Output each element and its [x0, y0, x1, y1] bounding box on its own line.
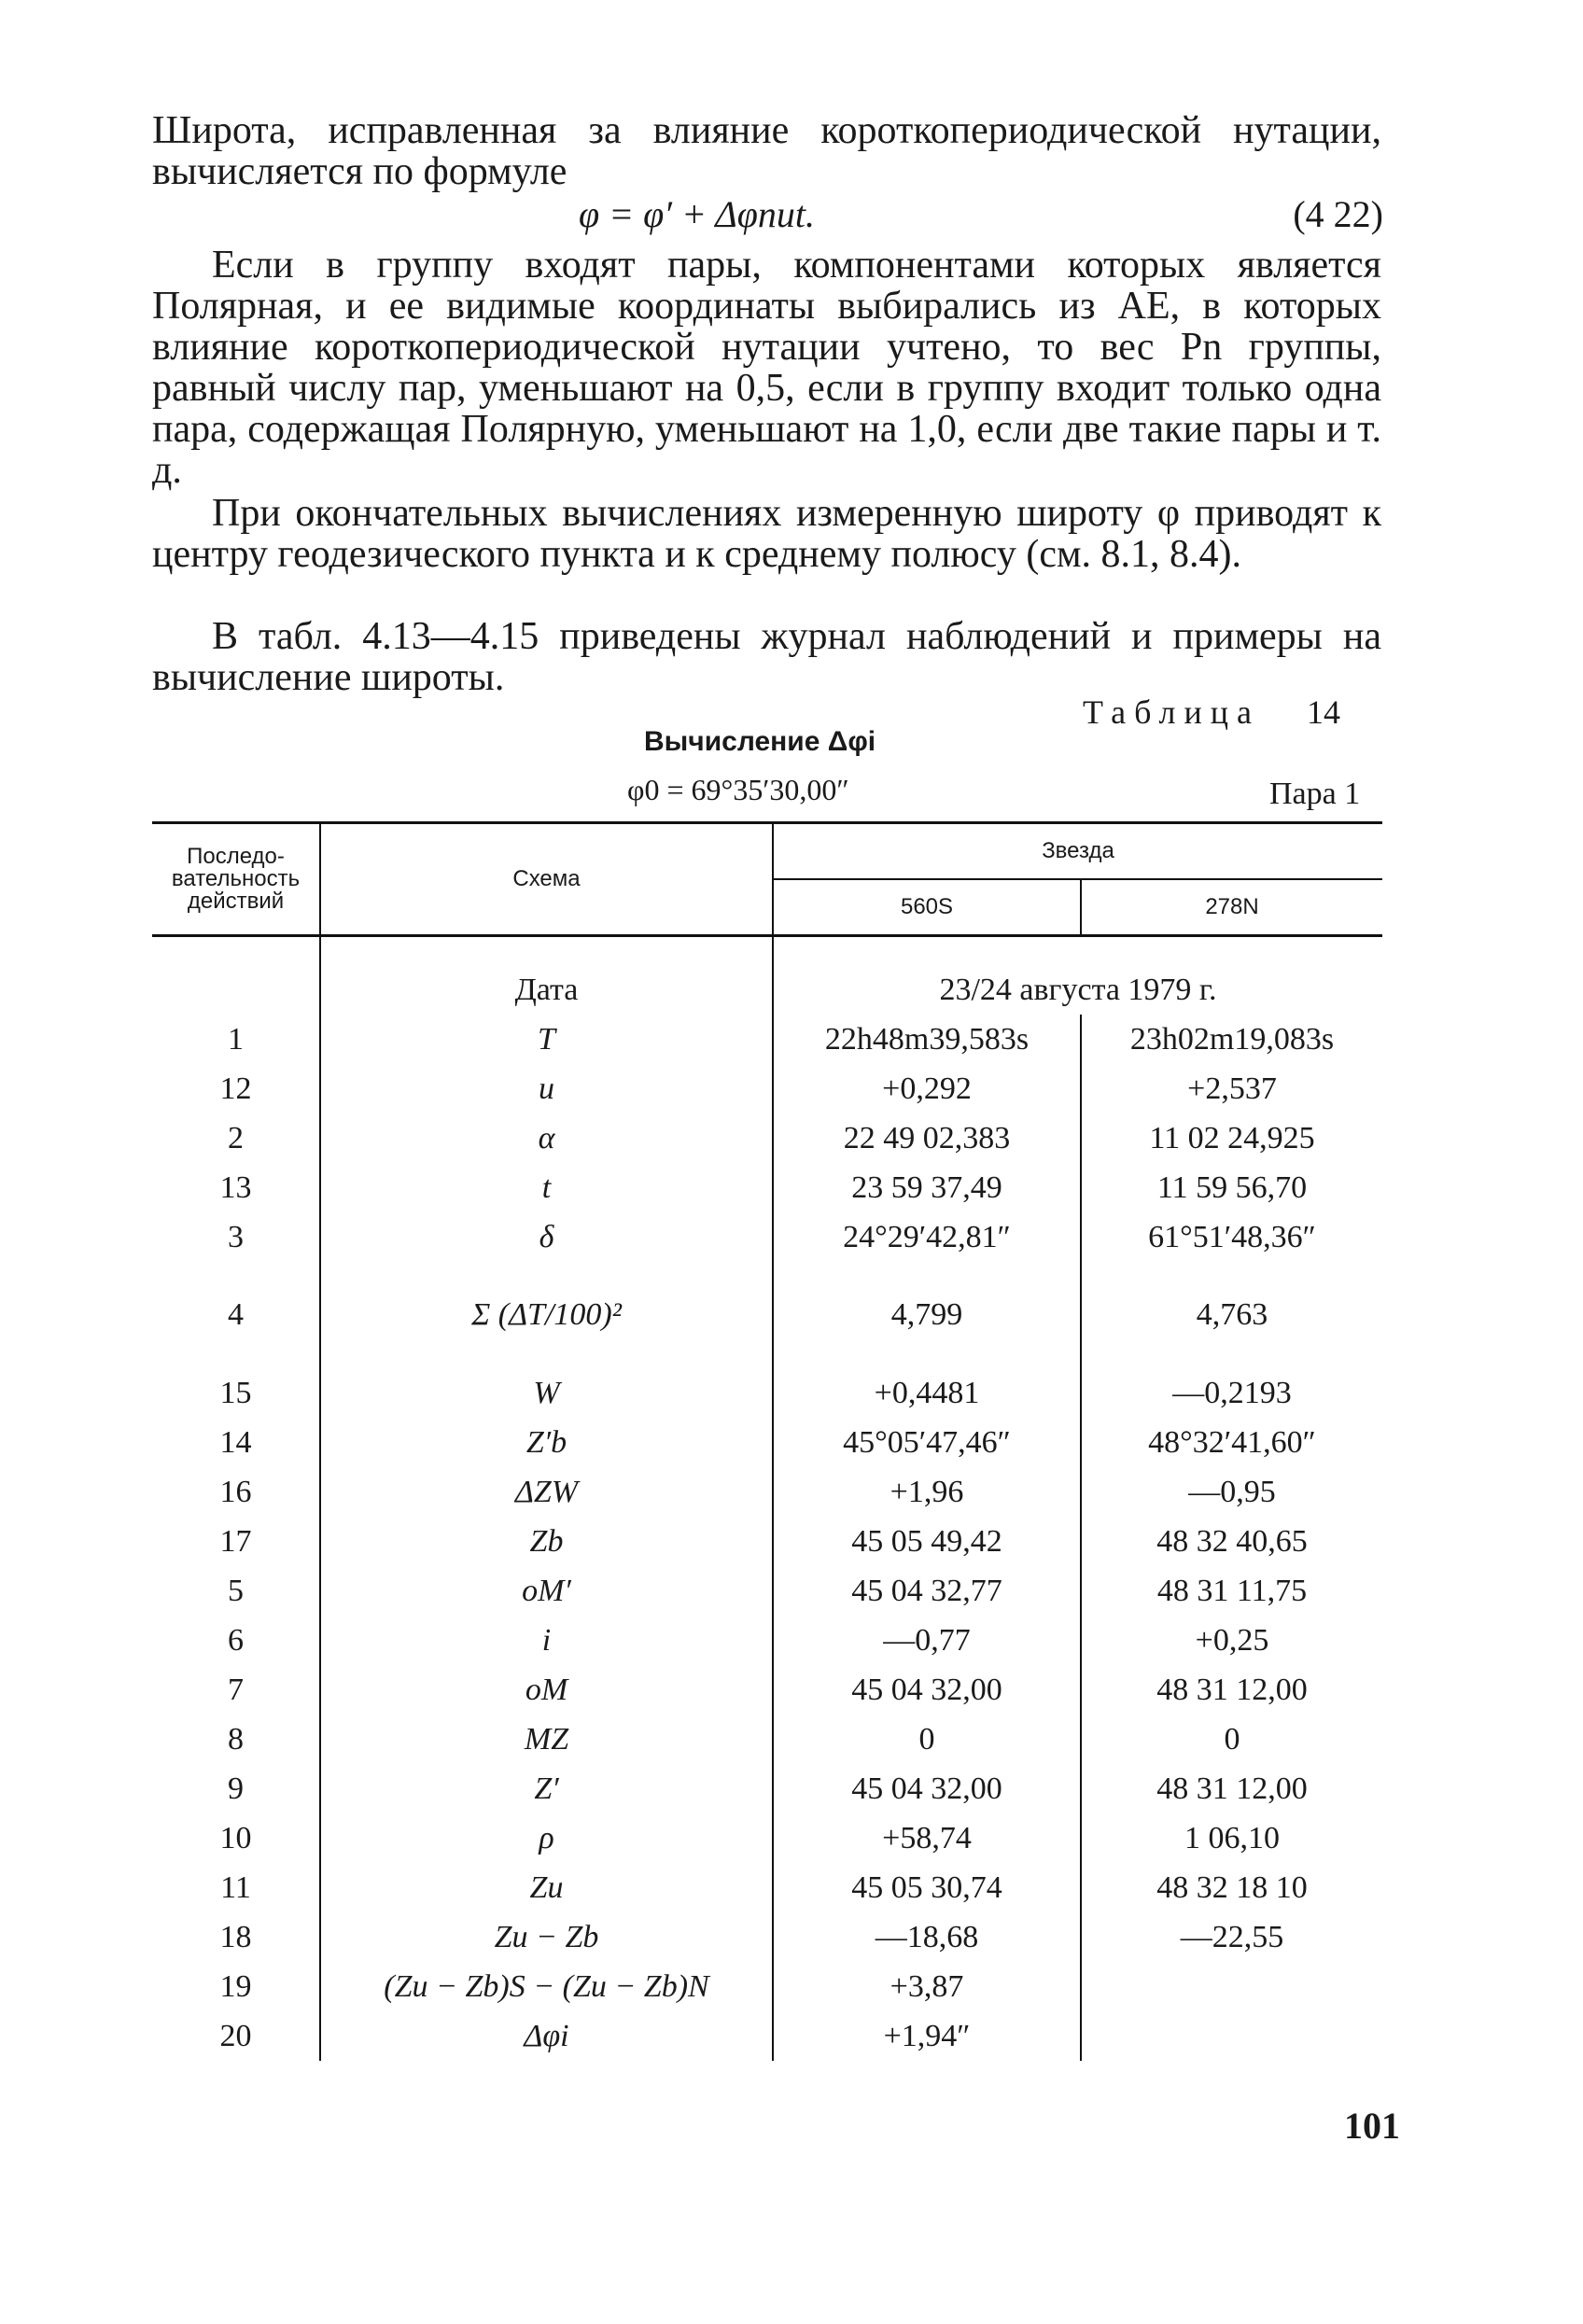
paragraph-tables-reference: В табл. 4.13—4.15 приведены журнал наблюдений и примеры на вычисление широты.: [152, 615, 1381, 699]
date-row: [152, 965, 1382, 1015]
table-row: [152, 1262, 1382, 1368]
formula: φ = φ′ + Δφnut.: [579, 193, 815, 235]
scheme-symbol: ρ: [320, 1813, 773, 1863]
star1-value: +58,74: [773, 1813, 1081, 1863]
step-number: 11: [152, 1863, 320, 1912]
step-number: 18: [152, 1912, 320, 1962]
table-row: [152, 1566, 1382, 1616]
star2-value: 48 31 12,00: [1156, 1672, 1308, 1707]
star2-value: +0,25: [1195, 1622, 1269, 1658]
star2-value: 48°32′41,60″: [1148, 1424, 1316, 1460]
table-row: [152, 1163, 1382, 1212]
date-value: 23/24 августа 1979 г.: [939, 972, 1217, 1007]
scheme-symbol: ΔZW: [320, 1467, 773, 1517]
step-number: 3: [152, 1212, 320, 1262]
star1-value: 0: [773, 1715, 1081, 1764]
star2-value: 23h02m19,083s: [1129, 1021, 1335, 1057]
star1-value: +1,94″: [773, 2011, 1081, 2061]
star1-value: 23 59 37,49: [773, 1163, 1081, 1212]
step-number: 17: [152, 1517, 320, 1566]
step-number: 6: [152, 1616, 320, 1665]
scheme-symbol: W: [320, 1368, 773, 1418]
table-title: Вычисление Δφi: [644, 726, 876, 757]
scheme-symbol: oM′: [320, 1566, 773, 1616]
table-number: 14: [1307, 693, 1340, 731]
star2-value: 4,763: [1196, 1297, 1268, 1332]
table-label: Таблица: [1083, 693, 1260, 731]
step-number: 10: [152, 1813, 320, 1863]
scheme-symbol: i: [320, 1616, 773, 1665]
star2-value: —22,55: [1180, 1919, 1284, 1954]
star1-value: +3,87: [773, 1962, 1081, 2011]
paragraph-polaris: Если в группу входят пары, компонентами которых является Полярная, и ее видимые координаты выбирались из АЕ, в которых влияние короткопериодической нутации учтено, то вес Pn группы, равный числу пар, уменьшают на 0,5, если в группу входит только одна пара, содержащая Полярную, уменьшают на 1,0, если две такие пары и т. д.: [152, 244, 1381, 492]
table-row: [152, 1715, 1382, 1764]
step-number: 19: [152, 1962, 320, 2011]
table-row: [152, 1467, 1382, 1517]
star1-value: 45 04 32,00: [773, 1764, 1081, 1813]
star1-value: 22 49 02,383: [773, 1113, 1081, 1163]
star1-value: +0,4481: [773, 1368, 1081, 1418]
star1-value: 24°29′42,81″: [773, 1212, 1081, 1262]
table-row: [152, 1113, 1382, 1163]
table-row: [152, 1616, 1382, 1665]
scheme-symbol: α: [320, 1113, 773, 1163]
step-number: 9: [152, 1764, 320, 1813]
star2-value: 48 31 11,75: [1156, 1573, 1308, 1608]
scheme-symbol: oM: [320, 1665, 773, 1715]
star1-value: +1,96: [773, 1467, 1081, 1517]
phi-zero: φ0 = 69°35′30,00″: [627, 773, 849, 806]
header-star-1: 560S: [773, 879, 1081, 936]
star1-value: 45 05 49,42: [773, 1517, 1081, 1566]
table-row: [152, 1517, 1382, 1566]
star2-value: +2,537: [1187, 1071, 1277, 1106]
step-number: 8: [152, 1715, 320, 1764]
scheme-symbol: u: [320, 1064, 773, 1113]
star2-value: 48 32 40,65: [1156, 1523, 1308, 1559]
scheme-symbol: (Zu − Zb)S − (Zu − Zb)N: [320, 1962, 773, 2011]
scheme-symbol: δ: [320, 1212, 773, 1262]
star1-value: 45 05 30,74: [773, 1863, 1081, 1912]
pair-label: Пара 1: [1269, 777, 1361, 811]
scheme-symbol: Zu − Zb: [320, 1912, 773, 1962]
scheme-symbol: Zb: [320, 1517, 773, 1566]
step-number: 5: [152, 1566, 320, 1616]
step-number: 2: [152, 1113, 320, 1163]
star1-value: —0,77: [773, 1616, 1081, 1665]
star1-value: 22h48m39,583s: [773, 1015, 1081, 1064]
scheme-symbol: Z′b: [320, 1418, 773, 1467]
header-steps: Последо-вательность действий: [152, 823, 320, 936]
star1-value: 4,799: [773, 1262, 1081, 1368]
star2-value: 11 59 56,70: [1156, 1169, 1308, 1205]
page-number: 101: [1344, 2105, 1400, 2147]
step-number: 14: [152, 1418, 320, 1467]
star2-value: 48 31 12,00: [1156, 1771, 1308, 1806]
header-star: Звезда: [773, 823, 1382, 880]
scheme-symbol: Z′: [320, 1764, 773, 1813]
table-row: [152, 1962, 1382, 2011]
star1-value: —18,68: [773, 1912, 1081, 1962]
step-number: 15: [152, 1368, 320, 1418]
table-row: [152, 2011, 1382, 2061]
star1-value: 45°05′47,46″: [773, 1418, 1081, 1467]
table-row: [152, 1764, 1382, 1813]
star1-value: 45 04 32,77: [773, 1566, 1081, 1616]
table-row: [152, 1665, 1382, 1715]
star2-value: 48 32 18 10: [1156, 1869, 1308, 1905]
table-row: [152, 1368, 1382, 1418]
date-label: Дата: [320, 965, 773, 1015]
scheme-symbol: t: [320, 1163, 773, 1212]
star2-value: 11 02 24,925: [1149, 1120, 1315, 1155]
star2-value: 0: [1224, 1721, 1240, 1757]
paragraph-final-computation: При окончательных вычислениях измеренную широту φ приводят к центру геодезического пункта и к среднему полюсу (см. 8.1, 8.4).: [152, 492, 1381, 576]
scheme-symbol: Σ (ΔT/100)²: [320, 1262, 773, 1368]
table-row: [152, 1064, 1382, 1113]
star2-value: [1081, 2011, 1382, 2061]
header-scheme: Схема: [320, 823, 773, 936]
star2-value: 1 06,10: [1184, 1820, 1280, 1855]
star2-value: 61°51′48,36″: [1148, 1219, 1316, 1254]
latitude-computation-table: [152, 821, 1382, 2061]
star2-value: —0,95: [1188, 1474, 1276, 1509]
step-number: 7: [152, 1665, 320, 1715]
table-row: [152, 1212, 1382, 1262]
step-number: 4: [152, 1262, 320, 1368]
star1-value: +0,292: [773, 1064, 1081, 1113]
star2-value: [1081, 1962, 1382, 2011]
scheme-symbol: T: [320, 1015, 773, 1064]
header-star-2: 278N: [1205, 894, 1259, 919]
step-number: 12: [152, 1064, 320, 1113]
table-row: [152, 1813, 1382, 1863]
table-row: [152, 1863, 1382, 1912]
step-number: 13: [152, 1163, 320, 1212]
paragraph-intro: Широта, исправленная за влияние короткопериодической нутации, вычисляется по формуле: [152, 109, 1381, 193]
scheme-symbol: Δφi: [320, 2011, 773, 2061]
step-number: 16: [152, 1467, 320, 1517]
table-row: [152, 1912, 1382, 1962]
scheme-symbol: Zu: [320, 1863, 773, 1912]
scheme-symbol: MZ: [320, 1715, 773, 1764]
step-number: 20: [152, 2011, 320, 2061]
table-row: [152, 1418, 1382, 1467]
step-number: 1: [152, 1015, 320, 1064]
star1-value: 45 04 32,00: [773, 1665, 1081, 1715]
table-row: [152, 1015, 1382, 1064]
star2-value: —0,2193: [1172, 1375, 1292, 1410]
formula-number: (4 22): [1293, 193, 1383, 235]
